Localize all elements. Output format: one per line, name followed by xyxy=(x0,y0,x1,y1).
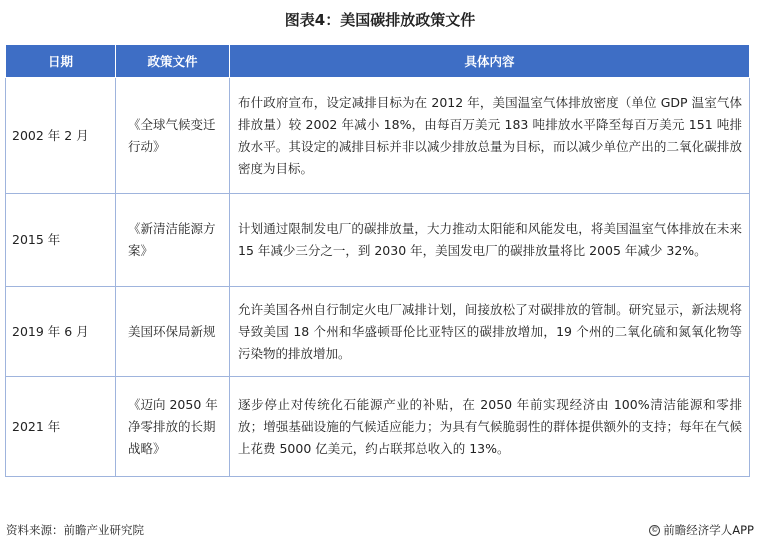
row-date: 2002 年 2 月 xyxy=(6,78,116,194)
copyright-icon: © xyxy=(651,525,659,534)
header-policy-document: 政策文件 xyxy=(116,45,230,78)
source-note: 资料来源：前瞻产业研究院 xyxy=(6,523,144,537)
row-content: 逐步停止对传统化石能源产业的补贴，在 2050 年前实现经济由 100%清洁能源和零排放；增强基础设施的气候适应能力；为具有气候脆弱性的群体提供额外的支持；每年在气候上花费 5000 亿美元，约占联邦总收入的 13%。 xyxy=(230,377,750,477)
policy-table xyxy=(5,44,750,477)
table-row xyxy=(6,194,750,287)
table-row xyxy=(6,78,750,194)
brand-label: 前瞻经济学人APP xyxy=(663,523,754,537)
header-content: 具体内容 xyxy=(230,45,750,78)
table-row xyxy=(6,287,750,377)
table-row xyxy=(6,377,750,477)
row-date: 2021 年 xyxy=(6,377,116,477)
table-header-row xyxy=(6,45,750,78)
brand-credit xyxy=(649,522,754,538)
row-date: 2019 年 6 月 xyxy=(6,287,116,377)
header-date: 日期 xyxy=(6,45,116,78)
figure-title: 图表4：美国碳排放政策文件 xyxy=(284,11,476,29)
row-date: 2015 年 xyxy=(6,194,116,287)
row-content: 计划通过限制发电厂的碳排放量，大力推动太阳能和风能发电，将美国温室气体排放在未来 15 年减少三分之一，到 2030 年，美国发电厂的碳排放量将比 2005 年减少 32%。 xyxy=(230,194,750,287)
row-policy-document: 《迈向 2050 年净零排放的长期战略》 xyxy=(116,377,230,477)
row-content: 布什政府宣布，设定减排目标为在 2012 年，美国温室气体排放密度（单位 GDP 温室气体排放量）较 2002 年减小 18%，由每百万美元 183 吨排放水平降至每百万美元 151 吨排放水平。其设定的减排目标并非以减少排放总量为目标，而以减少单位产出的二氧化碳排放密度为目标。 xyxy=(230,78,750,194)
row-policy-document: 美国环保局新规 xyxy=(116,287,230,377)
row-content: 允许美国各州自行制定火电厂减排计划，间接放松了对碳排放的管制。研究显示，新法规将导致美国 18 个州和华盛顿哥伦比亚特区的碳排放增加，19 个州的二氧化硫和氮氧化物等污染物的排放增加。 xyxy=(230,287,750,377)
row-policy-document: 《新清洁能源方案》 xyxy=(116,194,230,287)
row-policy-document: 《全球气候变迁行动》 xyxy=(116,78,230,194)
